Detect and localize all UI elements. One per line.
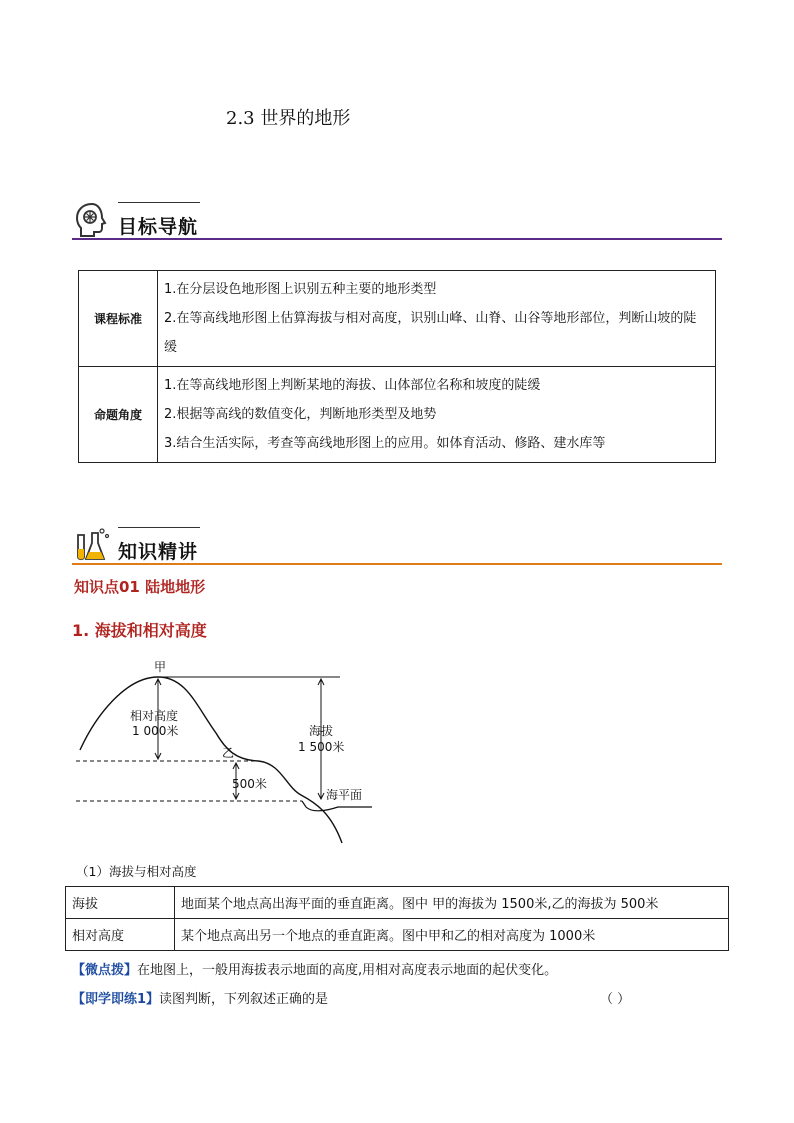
label-altitude-value: 1 500米 [298,740,345,754]
row-head: 课程标准 [79,271,158,367]
label-relative-height: 相对高度 [130,709,179,723]
page-title: 2.3 世界的地形 [226,108,351,129]
practice-tag: 【即学即练1】 [72,992,160,1007]
altitude-diagram [76,655,386,845]
label-diff-value: 500米 [232,777,267,791]
altitude-table [65,886,729,951]
label-altitude: 海拔 [309,724,334,738]
header-underline [72,563,722,565]
label-peak-a: 甲 [154,660,167,674]
angle-line: 2.根据等高线的数值变化，判断地形类型及地势 [164,407,437,422]
head-brain-icon [72,200,112,240]
angle-line: 1.在等高线地形图上判断某地的海拔、山体部位名称和坡度的陡缓 [164,378,541,393]
header-top-rule [118,527,200,528]
row-head: 命题角度 [79,367,158,463]
table-row [66,887,729,919]
section-header-knowledge [72,525,722,569]
tip-tag: 【微点拨】 [72,963,138,978]
header-underline [72,238,722,240]
standard-line: 1.在分层设色地形图上识别五种主要的地形类型 [164,282,437,297]
section-title-knowledge: 知识精讲 [118,541,199,563]
row-head: 相对高度 [66,919,175,951]
tip-text: 在地图上，一般用海拔表示地面的高度,用相对高度表示地面的起伏变化。 [137,963,558,978]
answer-bracket: （ ） [600,992,631,1007]
row-content: 地面某个地点高出海平面的垂直距离。图中 甲的海拔为 1500米,乙的海拔为 500米 [175,887,729,919]
table-row [79,271,716,367]
row-content [158,367,716,463]
label-sea-level: 海平面 [326,788,363,802]
angle-line: 3.结合生活实际，考查等高线地形图上的应用。如体育活动、修路、建水库等 [164,436,606,451]
row-head: 海拔 [66,887,175,919]
practice-question [72,988,328,1007]
subsection-title: 1. 海拔和相对高度 [72,621,207,640]
section-title-goals: 目标导航 [118,216,199,238]
row-content [158,271,716,367]
tip-note [72,959,557,978]
practice-text: 读图判断，下列叙述正确的是 [159,992,329,1007]
standards-table [78,270,716,463]
table-row [66,919,729,951]
knowledge-point-title: 知识点01 陆地地形 [74,578,206,596]
label-peak-b: 乙 [222,746,235,760]
diagram-caption: （1）海拔与相对高度 [76,864,197,879]
standard-line: 2.在等高线地形图上估算海拔与相对高度，识别山峰、山脊、山谷等地形部位，判断山坡的陡缓 [164,311,697,355]
header-top-rule [118,202,200,203]
lab-flask-icon [72,525,112,565]
label-relative-value: 1 000米 [132,724,179,738]
row-content: 某个地点高出另一个地点的垂直距离。图中甲和乙的相对高度为 1000米 [175,919,729,951]
table-row [79,367,716,463]
section-header-goals [72,200,722,244]
